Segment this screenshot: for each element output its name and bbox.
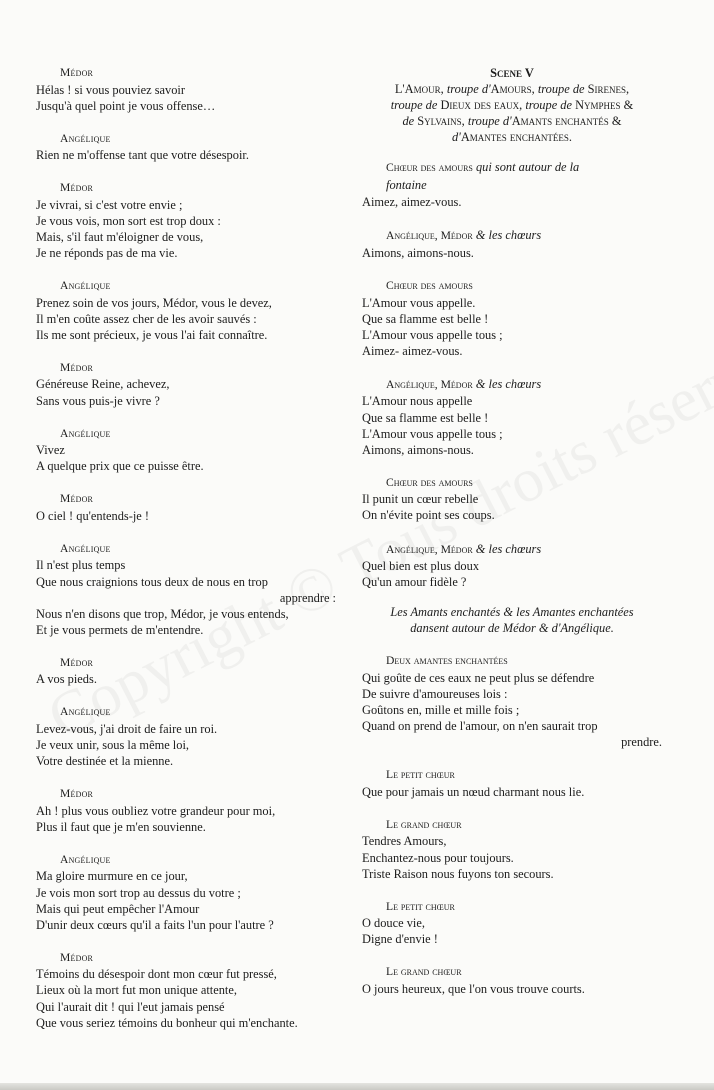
speaker-name xyxy=(386,376,662,394)
cast-name: Amantes enchantées xyxy=(460,130,569,145)
dialogue-block xyxy=(362,964,662,997)
stage-direction: dansent autour de Médor & d'Angélique. xyxy=(410,621,614,636)
speaker-name xyxy=(386,899,662,916)
speaker-name xyxy=(386,159,662,194)
verse-line: Que sa flamme est belle ! xyxy=(362,311,489,326)
speaker-label: Le petit chœur xyxy=(386,768,455,782)
verse-line: Sans vous puis-je vivre ? xyxy=(36,393,160,408)
dialogue-block xyxy=(36,541,336,638)
verse-line: Que pour jamais un nœud charmant nous lie. xyxy=(362,784,585,799)
verse-line: Triste Raison nous fuyons ton secours. xyxy=(362,866,554,881)
verse-line: Je vous vois, mon sort est trop doux : xyxy=(36,213,221,228)
speaker-name: Médor xyxy=(60,492,94,506)
verse-line: Vivez xyxy=(36,443,65,458)
speaker-name: Médor xyxy=(60,787,94,801)
dialogue-block xyxy=(36,655,336,688)
cast-connector: troupe d' xyxy=(467,114,512,129)
cast-punct: , xyxy=(531,82,538,96)
speaker-name xyxy=(386,817,662,834)
verse-line: Goûtons en, mille et mille fois ; xyxy=(362,703,520,718)
cast-name: Amours xyxy=(490,82,532,96)
cast-punct: , xyxy=(461,114,468,129)
verse-line: Digne d'envie ! xyxy=(362,932,438,947)
cast-punct: & xyxy=(620,98,634,113)
scene-cast-line xyxy=(362,81,662,97)
verse-line: Ah ! plus vous oubliez votre grandeur pour moi, xyxy=(36,803,276,818)
speaker-label: Angélique, Médor xyxy=(386,542,473,556)
verse-line: Je ne réponds pas de ma vie. xyxy=(36,246,178,261)
verse-line: Que vous seriez témoins du bonheur qui m'enchante. xyxy=(36,1015,298,1030)
dialogue-block xyxy=(36,491,336,524)
verse-line: Il m'en coûte assez cher de les avoir sauvés : xyxy=(36,311,257,326)
cast-punct: , xyxy=(626,82,630,96)
verse-line: Je vois mon sort trop au dessus du votre ; xyxy=(36,885,241,900)
verse-continuation: prendre. xyxy=(621,735,662,750)
verse-line: Aimons, aimons-nous. xyxy=(362,245,474,260)
dialogue-block xyxy=(36,950,336,1031)
verse-line: Généreuse Reine, achevez, xyxy=(36,377,170,392)
cast-connector: troupe de xyxy=(525,98,576,113)
dialogue-block xyxy=(36,426,336,475)
verse-line: O douce vie, xyxy=(362,916,425,931)
dialogue-block xyxy=(362,227,662,261)
speaker-label: Deux amantes enchantées xyxy=(386,654,508,668)
verse-line: Quel bien est plus doux xyxy=(362,559,480,573)
dialogue-block xyxy=(36,180,336,261)
speaker-note: qui sont autour de la xyxy=(472,160,580,175)
speaker-label: Chœur des amours xyxy=(386,279,473,293)
speaker-name xyxy=(386,227,662,245)
speaker-name: Médor xyxy=(60,360,94,374)
right-column xyxy=(362,65,662,997)
dialogue-block xyxy=(362,278,662,359)
speaker-note: fontaine xyxy=(386,177,427,192)
cast-punct: , xyxy=(519,98,526,113)
verse-line: Qui l'aurait dit ! qui l'eut jamais pensé xyxy=(36,999,225,1014)
verse-continuation: apprendre : xyxy=(279,590,336,605)
verse-line: Il punit un cœur rebelle xyxy=(362,492,479,507)
verse-line: Votre destinée et la mienne. xyxy=(36,754,174,769)
speaker-name: Angélique xyxy=(60,279,111,293)
scene-heading xyxy=(362,65,662,145)
stage-direction: Les Amants enchantés & les Amantes enchantées xyxy=(390,605,634,620)
speaker-name: Médor xyxy=(60,66,94,79)
cast-connector: troupe de xyxy=(537,82,588,96)
speaker-name: Médor xyxy=(60,950,94,964)
verse-line: D'unir deux cœurs qu'il a faits l'un pour l'autre ? xyxy=(36,917,274,932)
verse-line: L'Amour vous appelle tous ; xyxy=(362,426,503,441)
dialogue-block xyxy=(362,817,662,882)
verse-line: Mais, s'il faut m'éloigner de vous, xyxy=(36,229,204,244)
dialogue-block xyxy=(362,653,662,750)
cast-connector: troupe de xyxy=(390,98,441,113)
verse-line: O jours heureux, que l'on vous trouve courts. xyxy=(362,981,585,996)
verse-line: L'Amour vous appelle. xyxy=(362,295,476,310)
verse-line: Que nous craignions tous deux de nous en trop xyxy=(36,574,268,589)
dialogue-block xyxy=(362,376,662,458)
speaker-label: Angélique, Médor xyxy=(386,229,473,243)
speaker-label: Le petit chœur xyxy=(386,899,455,913)
cast-name: Sylvains xyxy=(417,114,462,129)
verse-line: Quand on prend de l'amour, on n'en saurait trop xyxy=(362,719,598,734)
verse-line: Jusqu'à quel point je vous offense… xyxy=(36,98,216,113)
cast-connector: de xyxy=(402,114,418,129)
dialogue-block xyxy=(36,852,336,933)
verse-line: Lieux où la mort fut mon unique attente, xyxy=(36,983,237,998)
cast-connector: troupe d' xyxy=(446,82,491,96)
dialogue-block xyxy=(36,704,336,769)
dialogue-block xyxy=(362,604,662,636)
cast-name: Dieux des eaux xyxy=(440,98,520,113)
dialogue-block xyxy=(36,786,336,835)
speaker-name xyxy=(386,964,662,981)
cast-name: Nymphes xyxy=(575,98,621,113)
speaker-name xyxy=(386,475,662,492)
cast-name: Sirenes xyxy=(587,82,627,96)
scene-cast-line xyxy=(362,129,662,145)
verse-line: Mais qui peut empêcher l'Amour xyxy=(36,901,200,916)
dialogue-block xyxy=(36,65,336,114)
speaker-name: Médor xyxy=(60,655,94,669)
verse-line: Je veux unir, sous la même loi, xyxy=(36,738,189,753)
cast-punct: . xyxy=(568,130,572,145)
cast-punct: , xyxy=(440,82,447,96)
cast-name: Amants enchantés xyxy=(511,114,609,129)
verse-line: A vos pieds. xyxy=(36,672,97,687)
cast-name: L'Amour xyxy=(394,82,441,96)
verse-line: Prenez soin de vos jours, Médor, vous le devez, xyxy=(36,295,272,310)
verse-line: Il n'est plus temps xyxy=(36,558,126,573)
verse-line: Témoins du désespoir dont mon cœur fut pressé, xyxy=(36,967,277,982)
cast-punct: & xyxy=(608,114,622,129)
dialogue-block xyxy=(362,475,662,524)
speaker-name: Angélique xyxy=(60,541,111,555)
verse-line: Qu'un amour fidèle ? xyxy=(362,575,467,590)
speaker-label: Le grand chœur xyxy=(386,817,462,831)
verse-line: Je vivrai, si c'est votre envie ; xyxy=(36,197,183,212)
dialogue-block xyxy=(362,899,662,948)
dialogue-block xyxy=(36,131,336,164)
speaker-name xyxy=(386,278,662,295)
verse-line: Rien ne m'offense tant que votre désespoir. xyxy=(36,148,249,163)
speaker-name: Angélique xyxy=(60,705,111,719)
speaker-note: & les chœurs xyxy=(472,541,542,556)
speaker-name xyxy=(386,767,662,784)
verse-line: Enchantez-nous pour toujours. xyxy=(362,850,514,865)
dialogue-block xyxy=(36,360,336,409)
speaker-name: Angélique xyxy=(60,131,111,145)
verse-line: A quelque prix que ce puisse être. xyxy=(36,459,204,474)
dialogue-block xyxy=(362,767,662,800)
speaker-name xyxy=(386,653,662,670)
verse-line: O ciel ! qu'entends-je ! xyxy=(36,508,150,523)
speaker-name: Angélique xyxy=(60,852,111,866)
speaker-name: Angélique xyxy=(60,426,111,440)
verse-line: Plus il faut que je m'en souvienne. xyxy=(36,819,206,834)
verse-line: Aimez, aimez-vous. xyxy=(362,195,462,210)
speaker-note: & les chœurs xyxy=(472,228,542,243)
dialogue-block xyxy=(36,278,336,343)
verse-line: De suivre d'amoureuses lois : xyxy=(362,686,508,701)
verse-line: L'Amour nous appelle xyxy=(362,394,473,409)
verse-line: Hélas ! si vous pouviez savoir xyxy=(36,82,186,97)
page-bottom-edge xyxy=(0,1083,714,1090)
verse-line: Levez-vous, j'ai droit de faire un roi. xyxy=(36,721,218,736)
verse-line: Que sa flamme est belle ! xyxy=(362,410,489,425)
speaker-label: Angélique, Médor xyxy=(386,377,473,391)
verse-line: Tendres Amours, xyxy=(362,834,447,849)
speaker-label: Chœur des amours xyxy=(386,475,473,489)
scene-title: Scene V xyxy=(490,66,534,80)
speaker-label: Chœur des amours xyxy=(386,161,473,175)
verse-line: Aimez- aimez-vous. xyxy=(362,343,463,358)
speaker-label: Le grand chœur xyxy=(386,965,462,979)
speaker-name: Médor xyxy=(60,181,94,195)
scene-cast-line xyxy=(362,97,662,113)
verse-line: Qui goûte de ces eaux ne peut plus se défendre xyxy=(362,670,595,685)
verse-line: Ma gloire murmure en ce jour, xyxy=(36,869,188,884)
speaker-name xyxy=(386,541,662,559)
dialogue-block xyxy=(362,159,662,210)
verse-line: Ils me sont précieux, je vous l'ai fait connaître. xyxy=(36,327,268,342)
verse-line: Et je vous permets de m'entendre. xyxy=(36,622,204,637)
verse-line: On n'évite point ses coups. xyxy=(362,508,495,523)
scene-cast-line xyxy=(362,113,662,129)
dialogue-block xyxy=(362,541,662,591)
speaker-note: & les chœurs xyxy=(472,376,542,391)
verse-line: L'Amour vous appelle tous ; xyxy=(362,327,503,342)
verse-line: Aimons, aimons-nous. xyxy=(362,442,474,457)
left-column xyxy=(36,65,336,1031)
verse-line: Nous n'en disons que trop, Médor, je vous entends, xyxy=(36,606,289,621)
cast-connector: d' xyxy=(451,130,461,145)
